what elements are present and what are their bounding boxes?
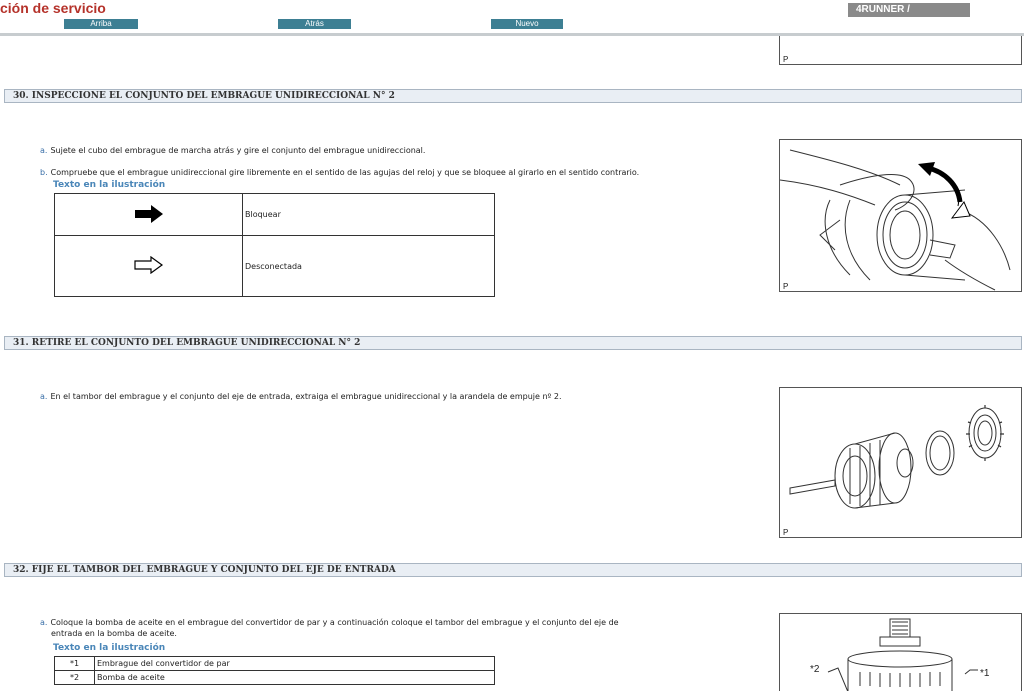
table-cell-label: Bloquear xyxy=(243,194,495,236)
table-row xyxy=(55,657,495,671)
illustration-tag: P xyxy=(783,282,789,291)
table-cell-key: *2 xyxy=(55,671,95,685)
step-text: Compruebe que el embrague unidireccional gire libremente en el sentido de las agujas del reloj y que se bloquee al girarlo en el sentido contrario. xyxy=(50,168,640,177)
table-cell-label: Bomba de aceite xyxy=(95,671,495,685)
section-32-legend-table xyxy=(54,656,495,685)
oil-pump-assembly-illustration xyxy=(780,614,1021,691)
solid-arrow-icon xyxy=(134,205,164,223)
previous-illustration-fragment xyxy=(779,36,1022,65)
section-32-heading-bar xyxy=(4,563,1022,577)
one-way-clutch-rotation-illustration xyxy=(780,140,1021,291)
table-cell-label: Desconectada xyxy=(243,236,495,297)
table-row xyxy=(55,671,495,685)
clutch-drum-exploded-illustration xyxy=(780,388,1021,537)
section-32-heading: 32. FIJE EL TAMBOR DEL EMBRAGUE Y CONJUNTO DEL EJE DE ENTRADA xyxy=(13,565,396,575)
step-marker: a. xyxy=(40,392,48,401)
nav-new-button[interactable]: Nuevo xyxy=(491,19,563,29)
step-text: En el tambor del embrague y el conjunto del eje de entrada, extraiga el embrague unidireccional y la arandela de empuje nº 2. xyxy=(50,392,562,401)
section-30-heading-bar xyxy=(4,89,1022,103)
table-cell-icon xyxy=(55,194,243,236)
section-31-heading-bar xyxy=(4,336,1022,350)
section-30-step-b xyxy=(40,167,639,178)
step-marker: b. xyxy=(40,168,48,177)
manual-title: ción de servicio xyxy=(0,0,106,16)
section-31-heading: 31. RETIRE EL CONJUNTO DEL EMBRAGUE UNIDIRECCIONAL N° 2 xyxy=(13,338,361,348)
section-31-step-a xyxy=(40,391,562,402)
section-30-legend-table xyxy=(54,193,495,297)
step-text: Sujete el cubo del embrague de marcha atrás y gire el conjunto del embrague unidireccional. xyxy=(50,146,426,155)
step-text: Coloque la bomba de aceite en el embrague del convertidor de par y a continuación coloque el tambor del embrague y el conjunto del eje de xyxy=(50,618,619,627)
section-32-step-a xyxy=(40,617,619,639)
table-cell-key: *1 xyxy=(55,657,95,671)
table-row xyxy=(55,236,495,297)
model-badge: 4RUNNER / xyxy=(848,3,970,17)
step-text-continued: entrada en la bomba de aceite. xyxy=(51,629,177,638)
table-row xyxy=(55,194,495,236)
table-cell-label: Embrague del convertidor de par xyxy=(95,657,495,671)
section-32-illustration xyxy=(779,613,1022,691)
outline-arrow-icon xyxy=(134,256,164,274)
callout-label: *2 xyxy=(810,664,820,675)
step-marker: a. xyxy=(40,618,48,627)
illustration-tag: P xyxy=(783,528,789,537)
step-marker: a. xyxy=(40,146,48,155)
illustration-tag: P xyxy=(783,55,789,64)
page-header xyxy=(0,0,1024,36)
section-30-illustration-text-label: Texto en la ilustración xyxy=(53,180,166,190)
nav-up-button[interactable]: Arriba xyxy=(64,19,138,29)
section-30-heading: 30. INSPECCIONE EL CONJUNTO DEL EMBRAGUE UNIDIRECCIONAL N° 2 xyxy=(13,91,395,101)
callout-label: *1 xyxy=(980,668,990,679)
section-30-illustration xyxy=(779,139,1022,292)
section-30-step-a xyxy=(40,145,425,156)
table-cell-icon xyxy=(55,236,243,297)
nav-back-button[interactable]: Atrás xyxy=(278,19,351,29)
section-31-illustration xyxy=(779,387,1022,538)
section-32-illustration-text-label: Texto en la ilustración xyxy=(53,643,166,653)
